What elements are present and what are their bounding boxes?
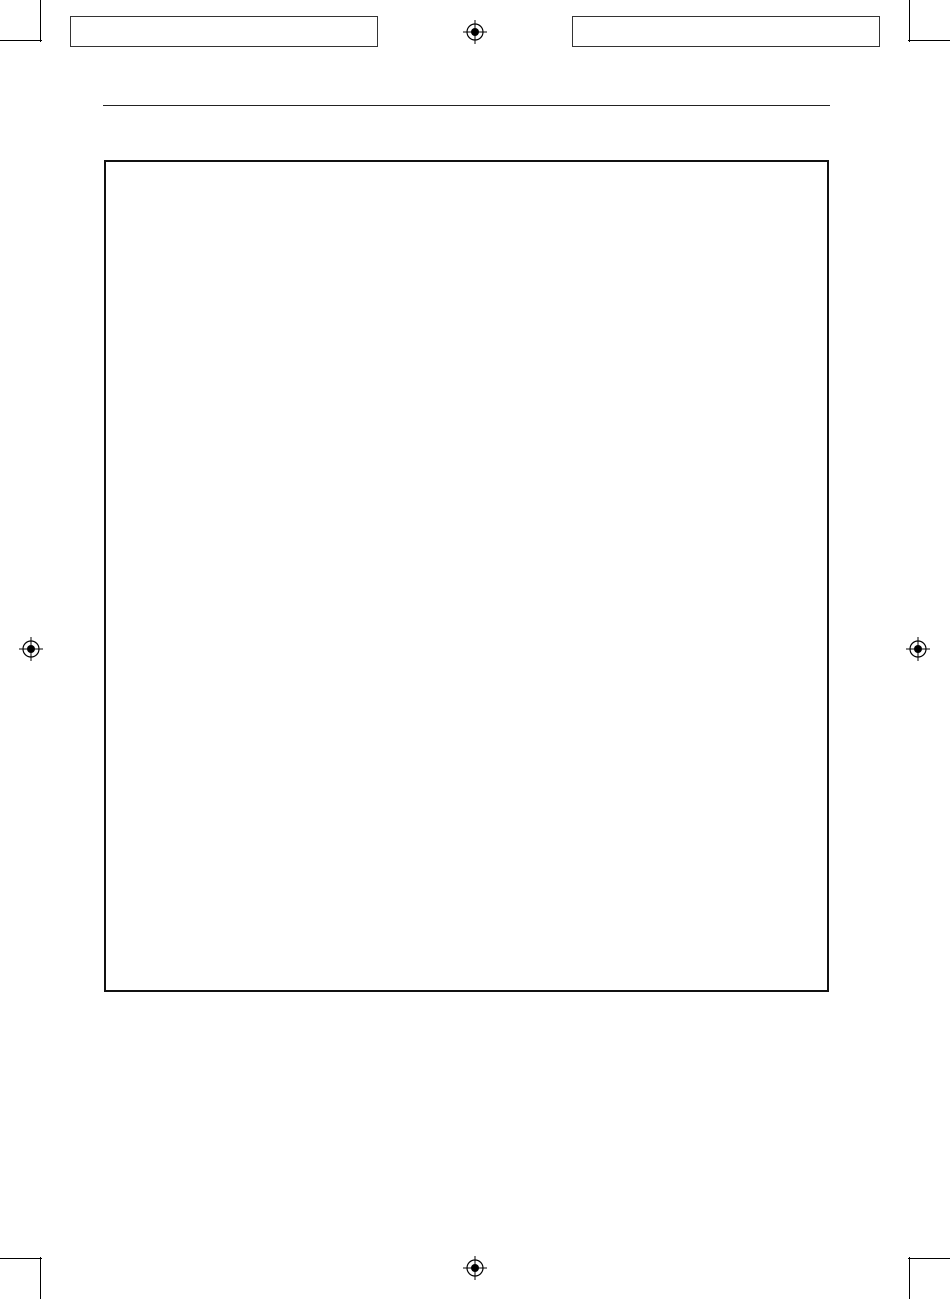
grayscale-color-bar — [70, 16, 378, 47]
crop-mark — [908, 1258, 950, 1259]
crop-mark — [0, 1258, 42, 1259]
registration-mark-icon — [19, 637, 43, 661]
crop-mark — [40, 1257, 41, 1299]
registration-mark-icon — [463, 20, 487, 44]
crop-mark — [909, 1257, 910, 1299]
process-color-bar — [572, 16, 880, 47]
crop-mark — [0, 40, 42, 41]
header-rule — [103, 105, 830, 106]
crop-mark — [909, 0, 910, 42]
crop-mark — [40, 0, 41, 42]
crop-mark — [908, 40, 950, 41]
troubleshooting-table — [104, 160, 829, 992]
registration-mark-icon — [463, 1256, 487, 1280]
registration-mark-icon — [906, 637, 930, 661]
